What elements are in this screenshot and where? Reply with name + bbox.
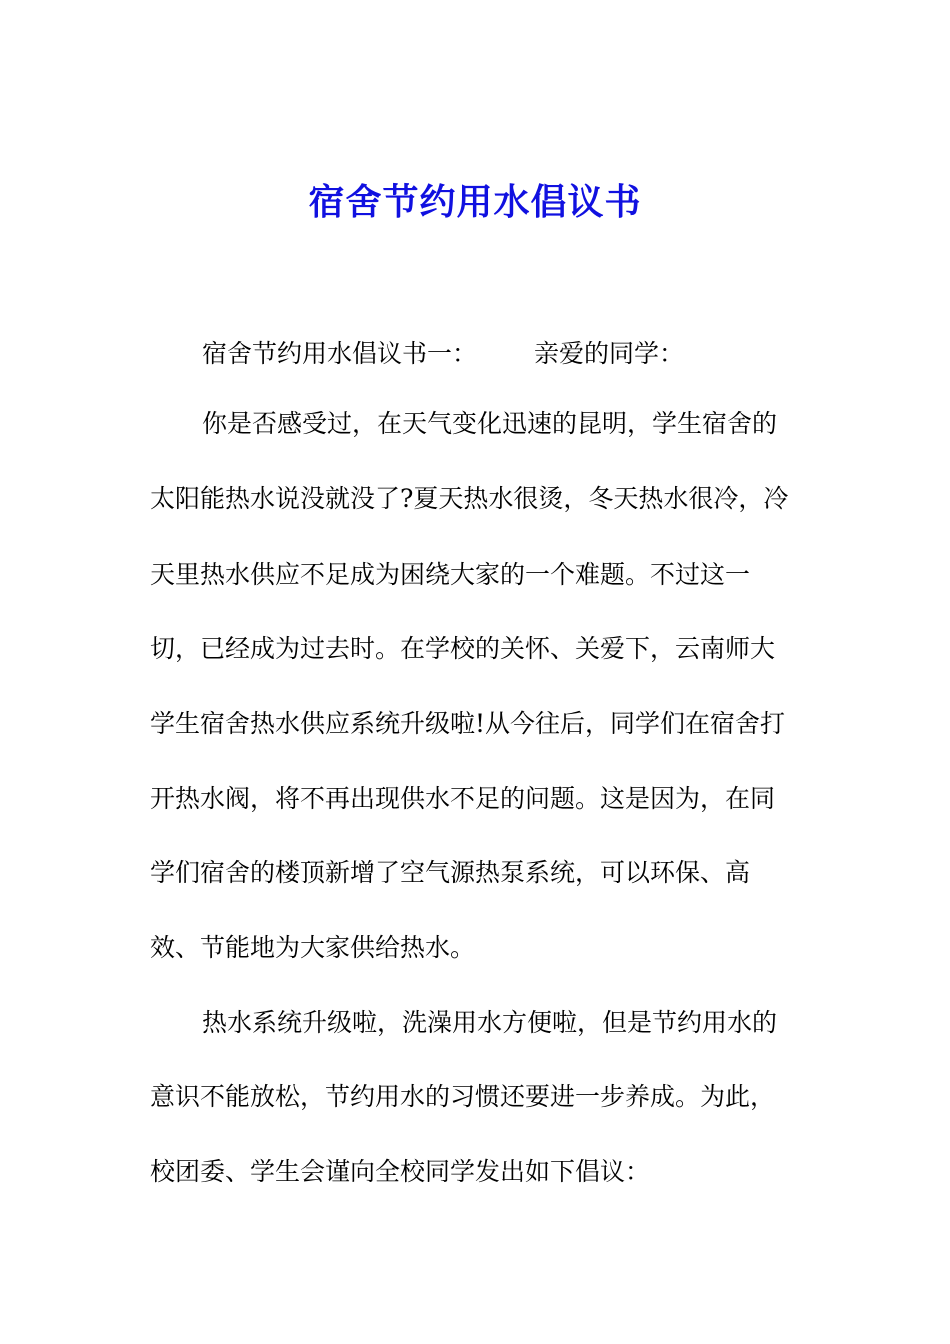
paragraph-line: 太阳能热水说没就没了?夏天热水很烫，冬天热水很冷，冷 [150, 484, 789, 513]
paragraph-line: 热水系统升级啦，洗澡用水方便啦，但是节约用水的 [202, 1008, 778, 1037]
paragraph-line: 切，已经成为过去时。在学校的关怀、关爱下，云南师大 [150, 634, 776, 663]
intro-line [202, 334, 862, 374]
paragraph-line: 学生宿舍热水供应系统升级啦!从今往后，同学们在宿舍打 [150, 709, 786, 738]
salutation: 亲爱的同学： [534, 339, 685, 368]
paragraph-line: 校团委、学生会谨向全校同学发出如下倡议： [150, 1157, 651, 1186]
paragraph-line: 开热水阀，将不再出现供水不足的问题。这是因为，在同 [150, 784, 776, 813]
document-title: 宿舍节约用水倡议书 [308, 182, 642, 223]
paragraph-line: 效、节能地为大家供给热水。 [150, 933, 476, 962]
intro-heading: 宿舍节约用水倡议书一： [202, 339, 478, 368]
paragraph-line: 意识不能放松，节约用水的习惯还要进一步养成。为此， [150, 1082, 776, 1111]
paragraph-line: 你是否感受过，在天气变化迅速的昆明，学生宿舍的 [202, 409, 778, 438]
paragraph-line: 学们宿舍的楼顶新增了空气源热泵系统，可以环保、高 [150, 858, 751, 887]
paragraph-line: 天里热水供应不足成为困绕大家的一个难题。不过这一 [150, 560, 751, 589]
